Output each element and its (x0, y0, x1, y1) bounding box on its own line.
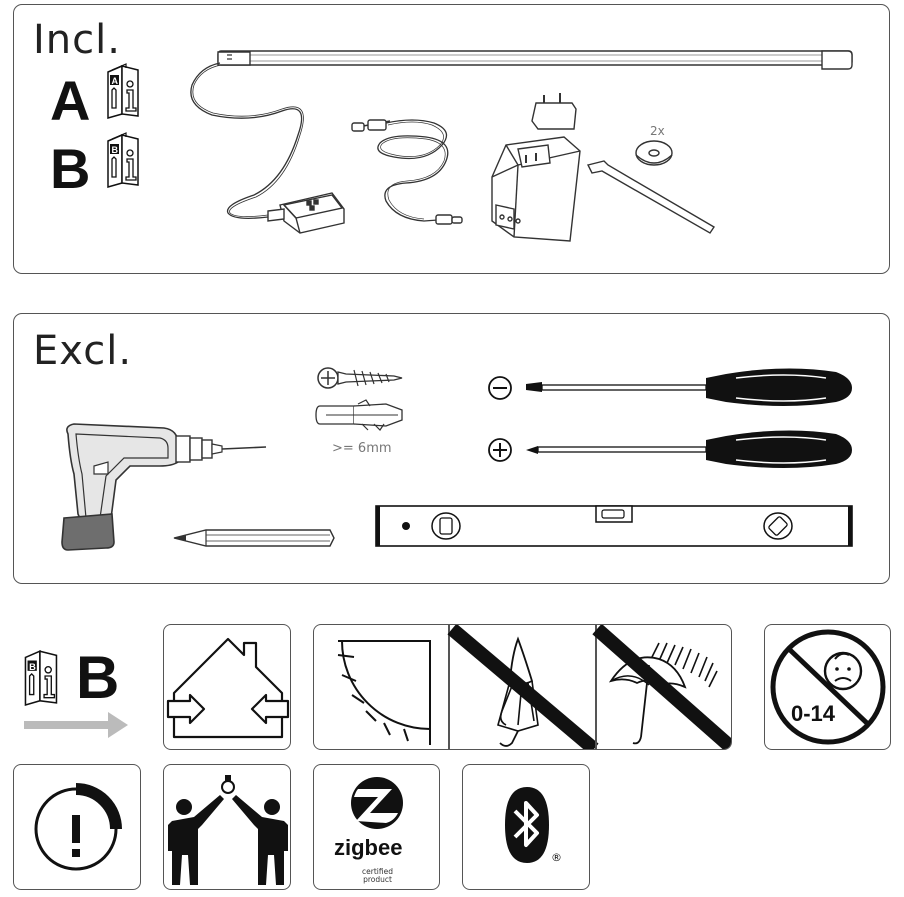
manual-a-badge: A (111, 76, 118, 86)
included-title: Incl. (33, 17, 121, 63)
no-closed-umbrella-icon (450, 625, 594, 750)
included-items-panel (13, 4, 890, 274)
manual-a-letter: A (50, 69, 91, 132)
caution-icon (14, 765, 141, 890)
excluded-title: Excl. (33, 328, 133, 374)
arrow-right-icon (24, 712, 130, 738)
indoor-house-icon (164, 625, 291, 750)
bluetooth-registered-mark: ® (551, 851, 562, 864)
see-manual-badge: B (29, 661, 36, 672)
indoor-use-tile (163, 624, 291, 750)
two-person-install-tile (163, 764, 291, 890)
children-warning-tile (764, 624, 891, 750)
temperature-quadrant-icon (314, 625, 448, 750)
zigbee-sub-line2: product (363, 875, 392, 884)
no-rain-icon (597, 625, 732, 750)
no-children-icon (765, 625, 891, 750)
zigbee-sub-line1: certified (362, 867, 393, 876)
pencil-icon (172, 526, 336, 550)
light-bar-illustration (14, 5, 891, 275)
wall-plug-icon (314, 400, 414, 430)
two-people-lamp-icon (164, 765, 291, 890)
bluetooth-icon (463, 765, 590, 890)
caution-tile (13, 764, 141, 890)
zigbee-certified-tile (313, 764, 440, 890)
bluetooth-tile (462, 764, 590, 890)
screw-icon (314, 362, 414, 398)
zigbee-wordmark: zigbee (334, 835, 403, 860)
plug-size-label: >= 6mm (332, 441, 392, 456)
flathead-screwdriver-icon (486, 364, 856, 408)
washer-quantity-label: 2x (650, 124, 665, 138)
environment-restrictions-tile (313, 624, 732, 750)
see-manual-letter: B (76, 644, 120, 711)
excluded-tools-panel (13, 313, 890, 584)
age-range-label: 0-14 (791, 701, 836, 726)
spirit-level-icon (374, 500, 858, 552)
phillips-screwdriver-icon (486, 428, 856, 472)
manual-b-letter: B (50, 137, 91, 200)
manual-b-badge: B (111, 145, 118, 155)
manual-booklet-icon (20, 645, 64, 707)
